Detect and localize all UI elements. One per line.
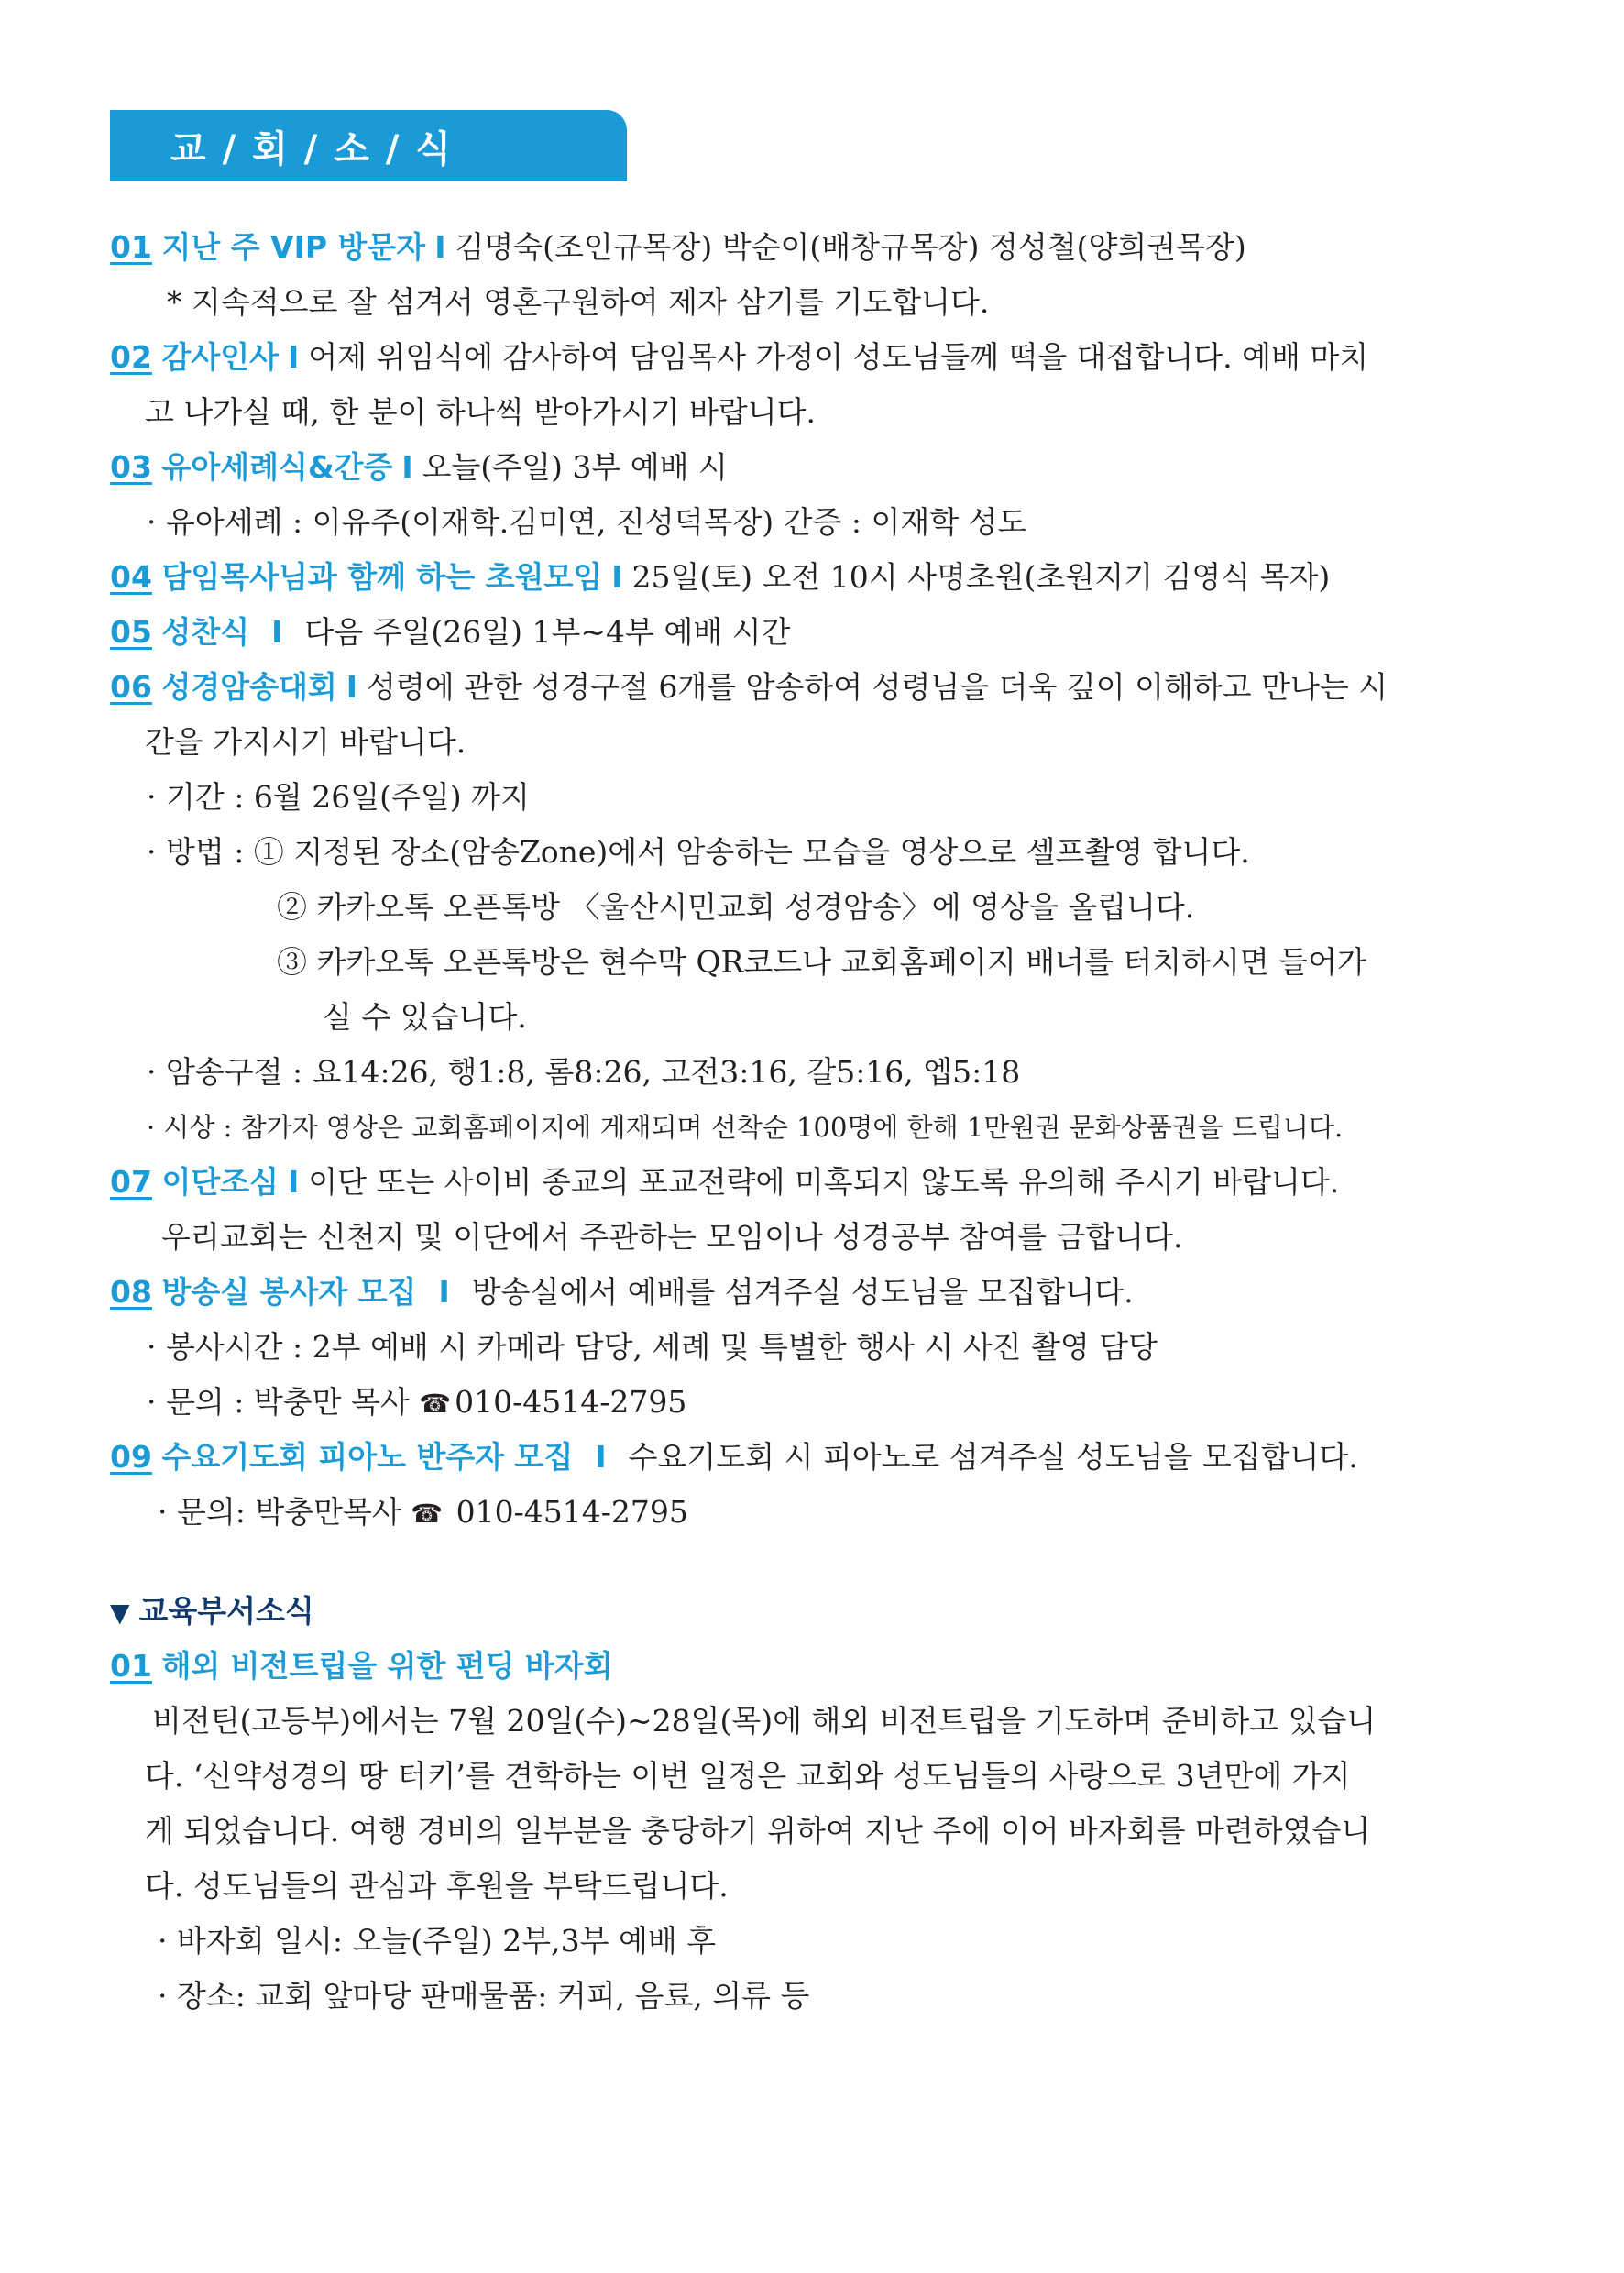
item-detail: · 기간 : 6월 26일(주일) 까지 [147, 779, 530, 815]
telephone-icon: ☎ [411, 1499, 444, 1529]
item-detail: · 방법 : ① 지정된 장소(암송Zone)에서 암송하는 모습을 영상으로 셀프촬영 합니다. [147, 834, 1250, 870]
separator: I [346, 669, 357, 705]
contact-label: · 문의 : 박충만 목사 [147, 1384, 410, 1420]
item-detail: ② 카카오톡 오픈톡방 〈울산시민교회 성경암송〉에 영상을 올립니다. [277, 889, 1195, 925]
item-detail: · 바자회 일시: 오늘(주일) 2부,3부 예배 후 [158, 1923, 717, 1959]
item-number: 06 [110, 669, 152, 705]
contact-label: · 문의: 박충만목사 [158, 1494, 401, 1530]
separator: I [438, 1274, 450, 1310]
news-item-06 [110, 660, 1521, 715]
item-detail: 다. 성도님들의 관심과 후원을 부탁드립니다. [145, 1868, 729, 1904]
item-detail: · 장소: 교회 앞마당 판매물품: 커피, 음료, 의류 등 [158, 1978, 810, 2014]
item-text: 오늘(주일) 3부 예배 시 [422, 449, 728, 485]
item-detail: · 암송구절 : 요14:26, 행1:8, 롬8:26, 고전3:16, 갈5:16, 엡5:18 [147, 1054, 1021, 1090]
item-text: 다음 주일(26일) 1부~4부 예배 시간 [304, 614, 791, 650]
separator: I [611, 559, 623, 595]
item-number: 03 [110, 449, 152, 485]
item-detail: 실 수 있습니다. [323, 999, 527, 1035]
down-triangle-icon: ▼ [110, 1598, 130, 1628]
separator: I [595, 1439, 607, 1475]
contact-line [110, 1485, 1521, 1540]
separator: I [287, 1164, 300, 1200]
news-item-03 [110, 440, 1521, 495]
item-detail: · 봉사시간 : 2부 예배 시 카메라 담당, 세례 및 특별한 행사 시 사진 촬영 담당 [147, 1329, 1158, 1365]
item-number: 07 [110, 1164, 152, 1200]
item-detail: 고 나가실 때, 한 분이 하나씩 받아가시기 바랍니다. [145, 394, 816, 430]
separator: I [287, 339, 300, 375]
item-number: 02 [110, 339, 152, 375]
item-detail: ③ 카카오톡 오픈톡방은 현수막 QR코드나 교회홈페이지 배너를 터치하시면 들어가 [277, 944, 1366, 980]
item-text: 어제 위임식에 감사하여 담임목사 가정이 성도님들께 떡을 대접합니다. 예배 마치 [308, 339, 1369, 375]
separator: I [271, 614, 283, 650]
education-section-heading [110, 1584, 1521, 1639]
item-detail: * 지속적으로 잘 섬겨서 영혼구원하여 제자 삼기를 기도합니다. [167, 284, 990, 320]
item-text: 성령에 관한 성경구절 6개를 암송하여 성령님을 더욱 깊이 이해하고 만나는 시 [367, 669, 1388, 705]
item-title: 지난 주 VIP 방문자 [161, 229, 426, 265]
item-number: 08 [110, 1274, 152, 1310]
news-item-09 [110, 1430, 1521, 1485]
item-title: 성찬식 [161, 614, 250, 650]
item-detail: 간을 가지시기 바랍니다. [145, 724, 466, 760]
item-title: 감사인사 [161, 339, 279, 375]
contact-line [110, 1375, 1521, 1430]
item-text: 수요기도회 시 피아노로 섬겨주실 성도님을 모집합니다. [628, 1439, 1358, 1475]
item-detail: 게 되었습니다. 여행 경비의 일부분을 충당하기 위하여 지난 주에 이어 바자회를 마련하였습니 [145, 1813, 1371, 1849]
education-item-01 [110, 1639, 1521, 1694]
news-item-05 [110, 605, 1521, 660]
news-item-08 [110, 1265, 1521, 1320]
item-title: 담임목사님과 함께 하는 초원모임 [161, 559, 603, 595]
section-title-banner [110, 110, 627, 181]
section-title: 교 / 회 / 소 / 식 [170, 127, 453, 170]
item-text: 이단 또는 사이비 종교의 포교전략에 미혹되지 않도록 유의해 주시기 바랍니다. [308, 1164, 1340, 1200]
item-title: 수요기도회 피아노 반주자 모집 [161, 1439, 574, 1475]
item-number: 09 [110, 1439, 152, 1475]
item-detail: 비전틴(고등부)에서는 7월 20일(수)~28일(목)에 해외 비전트립을 기도하며 준비하고 있습니 [152, 1703, 1377, 1739]
telephone-icon: ☎ [419, 1389, 452, 1419]
education-heading-text: 교육부서소식 [138, 1593, 314, 1629]
news-item-01 [110, 220, 1521, 275]
separator: I [434, 229, 446, 265]
item-title: 성경암송대회 [161, 669, 337, 705]
item-text: 방송실에서 예배를 섬겨주실 성도님을 모집합니다. [471, 1274, 1134, 1310]
item-number: 01 [110, 1648, 152, 1684]
item-number: 05 [110, 614, 152, 650]
separator: I [401, 449, 413, 485]
item-detail: 다. ‘신약성경의 땅 터키’를 견학하는 이번 일정은 교회와 성도님들의 사랑으로 3년만에 가지 [145, 1758, 1351, 1794]
news-item-02 [110, 330, 1521, 385]
item-text: 25일(토) 오전 10시 사명초원(초원지기 김영식 목자) [631, 559, 1331, 595]
church-news-body [110, 220, 1521, 2024]
item-text: 김명숙(조인규목장) 박순이(배창규목장) 정성철(양희권목장) [455, 229, 1246, 265]
item-detail: · 시상 : 참가자 영상은 교회홈페이지에 게재되며 선착순 100명에 한해 1만원권 문화상품권을 드립니다. [147, 1112, 1344, 1143]
item-title: 방송실 봉사자 모집 [161, 1274, 417, 1310]
item-detail: 우리교회는 신천지 및 이단에서 주관하는 모임이나 성경공부 참여를 금합니다. [161, 1219, 1183, 1255]
item-title: 유아세례식&간증 [161, 449, 393, 485]
news-item-04 [110, 550, 1521, 605]
item-detail: · 유아세례 : 이유주(이재학.김미연, 진성덕목장) 간증 : 이재학 성도 [147, 504, 1027, 540]
item-number: 01 [110, 229, 152, 265]
item-title: 해외 비전트립을 위한 펀딩 바자회 [161, 1648, 613, 1684]
item-number: 04 [110, 559, 152, 595]
news-item-07 [110, 1155, 1521, 1210]
item-title: 이단조심 [161, 1164, 279, 1200]
phone-number: 010-4514-2795 [455, 1384, 687, 1420]
phone-number: 010-4514-2795 [455, 1494, 688, 1530]
